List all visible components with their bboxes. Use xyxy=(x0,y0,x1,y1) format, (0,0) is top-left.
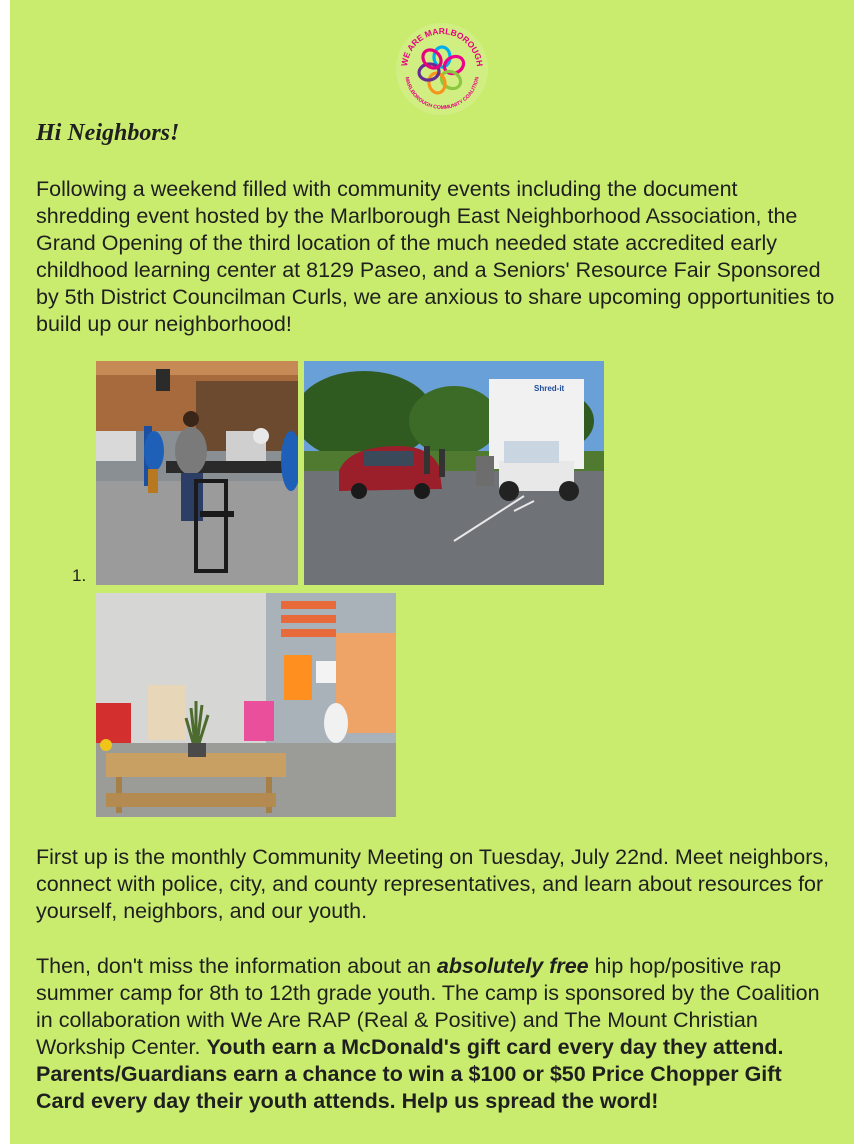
camp-text-part2: hip hop/positive rap summer camp for 8th to 12th grade youth. The camp is sponsored by the Coalition in collaboration with We Are RAP (Real & Positive) and The Mount Christian Workship Center. xyxy=(36,954,820,1059)
shredding-event-photo xyxy=(304,361,604,585)
resource-fair-photo xyxy=(96,361,298,585)
list-marker: 1. xyxy=(72,566,87,585)
camp-paragraph xyxy=(36,953,836,1115)
newsletter-body xyxy=(10,0,854,1144)
camp-emphasis: absolutely free xyxy=(436,954,589,978)
learning-center-photo xyxy=(96,593,396,817)
intro-paragraph: Following a weekend filled with community events including the document shredding event hosted by the Marlborough East Neighborhood Association, the Grand Opening of the third location of the much needed state accredited early childhood learning center at 8129 Paseo, and a Seniors' Resource Fair Sponsored by 5th District Councilman Curls, we are anxious to share upcoming opportunities to build up our neighborhood! xyxy=(36,177,835,336)
marlborough-coalition-logo xyxy=(395,22,489,116)
truck-label: Shred-it xyxy=(534,384,565,393)
camp-text-part1: Then, don't miss the information about an xyxy=(36,954,437,978)
logo-text-top: WE ARE MARLBOROUGH xyxy=(398,25,485,67)
camp-bold-text: Youth earn a McDonald's gift card every day they attend. Parents/Guardians earn a chance to win a $100 or $50 Price Chopper Gift Card every day their youth attends. Help us spread the word! xyxy=(36,1035,784,1113)
meeting-paragraph: First up is the monthly Community Meeting on Tuesday, July 22nd. Meet neighbors, connect with police, city, and county representatives, and learn about resources for yourself, neighbors, and our youth. xyxy=(36,845,830,923)
logo-text-bottom: MARLBOROUGH COMMUNITY COALITION xyxy=(403,76,481,112)
greeting-heading: Hi Neighbors! xyxy=(36,120,180,146)
